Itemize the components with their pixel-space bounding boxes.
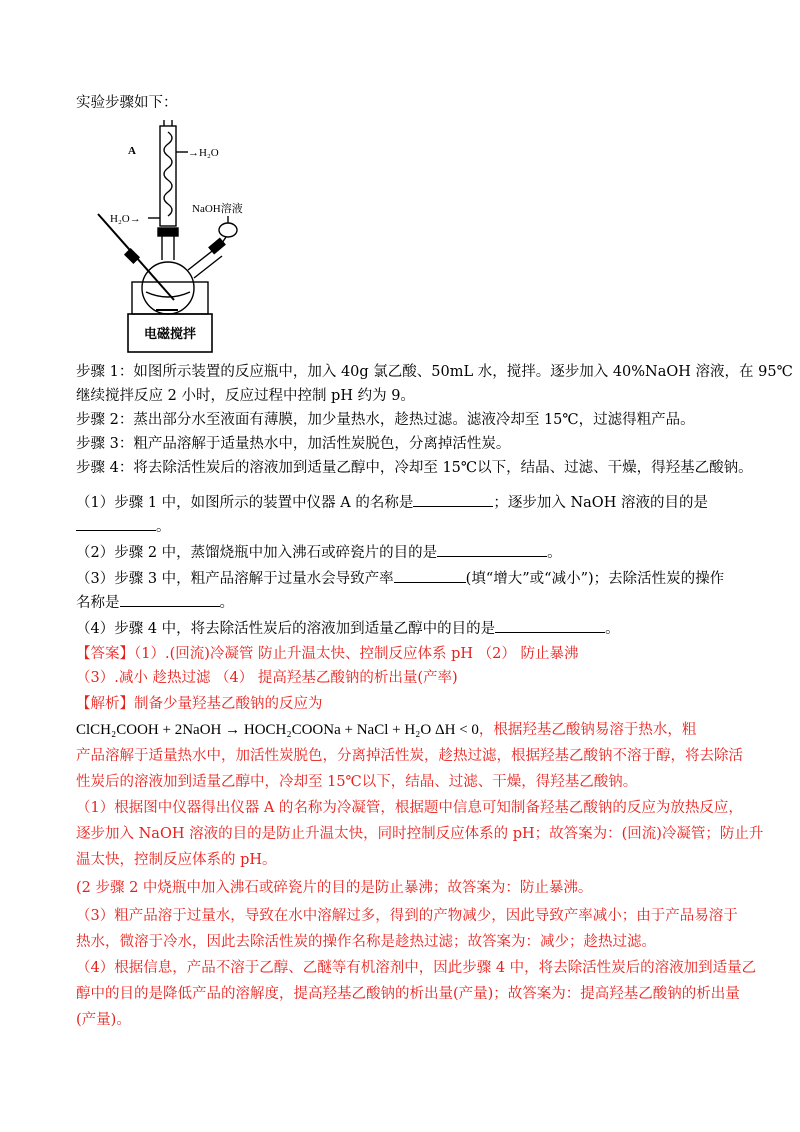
analysis-line-2: 产品溶解于适量热水中，加活性炭脱色，分离掉活性炭，趁热过滤，根据羟基乙酸钠不溶于醇，将去除活 bbox=[76, 748, 743, 764]
analysis-line-3: 性炭后的溶液加到适量乙醇中，冷却至 15℃以下，结晶、过滤、干燥，得羟基乙酸钠。 bbox=[76, 774, 638, 790]
analysis-p3-line-1: （3）粗产品溶于过量水，导致在水中溶解过多，得到的产物减少，因此导致产率减小；由于产品易溶于 bbox=[76, 908, 738, 924]
answer-tag: 【答案】 bbox=[76, 646, 134, 662]
q1-blank-2 bbox=[76, 516, 156, 531]
q4-end: 。 bbox=[605, 621, 620, 637]
water-in-label: H₂O→ bbox=[110, 213, 141, 225]
analysis-p3-line-2: 热水，微溶于冷水，因此去除活性炭的操作名称是趁热过滤；故答案为：减少；趁热过滤。 bbox=[76, 934, 656, 950]
q2-blank bbox=[437, 542, 547, 557]
q2-end: 。 bbox=[547, 545, 562, 561]
step-4: 步骤 4：将去除活性炭后的溶液加到适量乙醇中，冷却至 15℃以下，结晶、过滤、干燥，得羟基乙酸钠。 bbox=[76, 460, 753, 476]
q3-end: 。 bbox=[219, 595, 234, 611]
q3-blank-2 bbox=[120, 592, 220, 607]
analysis-heading bbox=[76, 694, 736, 714]
naoh-label: NaOH溶液 bbox=[192, 203, 243, 215]
stirrer-label: 电磁搅拌 bbox=[143, 327, 197, 342]
analysis-p1-line-1: （1）根据图中仪器得出仪器 A 的名称为冷凝管，根据题中信息可知制备羟基乙酸钠的反应为放热反应， bbox=[76, 800, 743, 816]
analysis-p1-line-3: 温太快，控制反应体系的 pH。 bbox=[76, 852, 277, 868]
answer-line-2: （3）.减小 趁热过滤 （4） 提高羟基乙酸钠的析出量(产率) bbox=[76, 670, 458, 686]
analysis-intro: 制备少量羟基乙酸钠的反应为 bbox=[134, 696, 323, 712]
q1-text-b: ；逐步加入 NaOH 溶液的目的是 bbox=[493, 495, 708, 511]
intro-text: 实验步骤如下： bbox=[76, 95, 178, 111]
analysis-equation-line bbox=[76, 720, 736, 740]
question-3 bbox=[76, 568, 736, 589]
question-4 bbox=[76, 618, 736, 639]
equation-tail: ，根据羟基乙酸钠易溶于热水，粗 bbox=[478, 722, 697, 738]
apparatus-diagram bbox=[88, 120, 268, 358]
water-out-label: →H₂O bbox=[188, 147, 219, 159]
q1-text-a: （1）步骤 1 中，如图所示的装置中仪器 A 的名称是 bbox=[76, 495, 414, 511]
label-a: A bbox=[128, 145, 136, 157]
analysis-p4-line-3: (产量)。 bbox=[76, 1012, 131, 1028]
answer-line-1 bbox=[76, 644, 736, 664]
q4-text: （4）步骤 4 中，将去除活性炭后的溶液加到适量乙醇中的目的是 bbox=[76, 621, 496, 637]
question-3-cont bbox=[76, 592, 736, 613]
q1-end: 。 bbox=[156, 519, 171, 535]
step-2: 步骤 2：蒸出部分水至液面有薄膜，加少量热水，趁热过滤。滤液冷却至 15℃，过滤得粗产品。 bbox=[76, 412, 695, 428]
reaction-equation: ClCH₂COOH + 2NaOH → HOCH₂COONa + NaCl + H₂O ΔH < 0 bbox=[76, 722, 479, 738]
analysis-p4-line-1: （4）根据信息，产品不溶于乙醇、乙醚等有机溶剂中，因此步骤 4 中，将去除活性炭后的溶液加到适量乙 bbox=[76, 960, 757, 976]
analysis-p4-line-2: 醇中的目的是降低产品的溶解度，提高羟基乙酸钠的析出量(产量)；故答案为：提高羟基乙酸钠的析出量 bbox=[76, 986, 740, 1002]
q1-blank-1 bbox=[413, 492, 493, 507]
q4-blank bbox=[495, 618, 605, 633]
analysis-p1-line-2: 逐步加入 NaOH 溶液的目的是防止升温太快，同时控制反应体系的 pH；故答案为：(回流)冷凝管；防止升 bbox=[76, 826, 764, 842]
step-1-line-1: 步骤 1：如图所示装置的反应瓶中，加入 40g 氯乙酸、50mL 水，搅拌。逐步加入 40%NaOH 溶液，在 95℃ bbox=[76, 364, 793, 380]
q3-text-c: 名称是 bbox=[76, 595, 120, 611]
analysis-tag: 【解析】 bbox=[76, 696, 134, 712]
question-2 bbox=[76, 542, 736, 563]
q3-blank-1 bbox=[394, 568, 466, 583]
q3-text-a: （3）步骤 3 中，粗产品溶解于过量水会导致产率 bbox=[76, 571, 394, 587]
step-1-line-2: 继续搅拌反应 2 小时，反应过程中控制 pH 约为 9。 bbox=[76, 388, 415, 404]
question-1-cont bbox=[76, 516, 736, 537]
question-1 bbox=[76, 492, 736, 513]
answer-text-1: （1）.(回流)冷凝管 防止升温太快、控制反应体系 pH （2） 防止暴沸 bbox=[134, 646, 579, 662]
q2-text: （2）步骤 2 中，蒸馏烧瓶中加入沸石或碎瓷片的目的是 bbox=[76, 545, 438, 561]
analysis-p2: (2 步骤 2 中烧瓶中加入沸石或碎瓷片的目的是防止暴沸；故答案为：防止暴沸。 bbox=[76, 880, 593, 896]
step-3: 步骤 3：粗产品溶解于适量热水中，加活性炭脱色，分离掉活性炭。 bbox=[76, 436, 511, 452]
q3-text-b: (填“增大”或“减小”)；去除活性炭的操作 bbox=[465, 571, 725, 587]
